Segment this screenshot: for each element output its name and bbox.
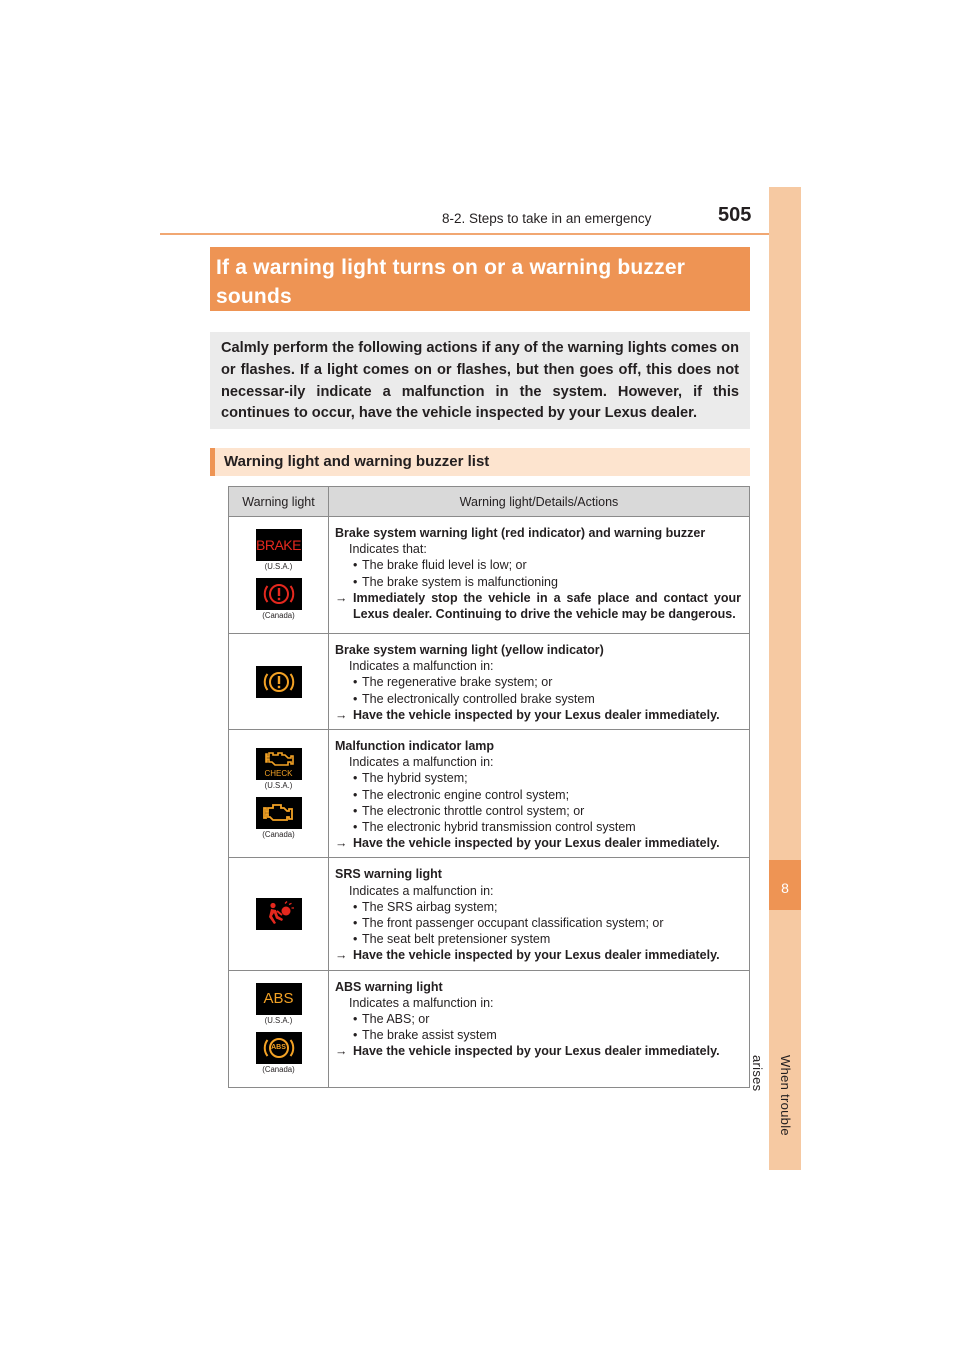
brake-icon [256, 529, 302, 561]
table-header-row [229, 487, 750, 517]
icon-group [229, 529, 328, 572]
icon-group [229, 1032, 328, 1075]
description-cell [329, 730, 750, 858]
icon-group [229, 748, 328, 791]
abs-circle-icon-text: ABS [271, 1044, 286, 1052]
action-text [335, 835, 741, 851]
warning-light-table [228, 486, 750, 1088]
page-title-line1: If a warning light turns on or a warning buzzer [216, 256, 686, 279]
list-item: • The brake assist system [335, 1027, 741, 1043]
list-item: • The electronic engine control system; [335, 787, 741, 803]
brake-exclamation-icon [256, 578, 302, 610]
column-header-details: Warning light/Details/Actions [329, 487, 750, 517]
description-cell [329, 634, 750, 730]
icon-caption: (U.S.A.) [264, 562, 293, 571]
check-engine-icon [256, 748, 302, 780]
icon-cell [229, 970, 329, 1087]
table-row [229, 730, 750, 858]
arrow-icon: → [335, 948, 348, 963]
description-cell [329, 858, 750, 970]
icon-group [229, 578, 328, 621]
subheading: Warning light and warning buzzer list [210, 448, 750, 476]
brake-exclamation-yellow-icon [256, 666, 302, 698]
list-item: • The electronic hybrid transmission control system [335, 819, 741, 835]
page-number: 505 [718, 204, 752, 226]
list-item: • The front passenger occupant classification system; or [335, 915, 741, 931]
arrow-icon: → [335, 707, 348, 722]
action-text [335, 1043, 741, 1059]
page-title [210, 247, 750, 311]
action-line: Have the vehicle inspected by your Lexus dealer immediately. [353, 1044, 720, 1059]
table-row [229, 970, 750, 1087]
list-item: • The SRS airbag system; [335, 899, 741, 915]
warning-intro: Indicates a malfunction in: [349, 995, 494, 1010]
chapter-title: When trouble arises [750, 1055, 793, 1136]
chapter-number: 8 [781, 880, 789, 896]
action-line: Have the vehicle inspected by your Lexus dealer immediately. [353, 707, 720, 722]
brake-icon-text: BRAKE [256, 537, 301, 553]
list-item: • The electronic throttle control system; or [335, 803, 741, 819]
warning-title: Brake system warning light (yellow indicator) [335, 643, 604, 657]
intro-text: Calmly perform the following actions if any of the warning lights comes on or flashes. If a light comes on or flashes, but then goes off, this does not necessar-ily indicate a malfunction in the system. However, if this continues to occur, have the vehicle inspected by your Lexus dealer. [210, 332, 750, 429]
list-item: • The ABS; or [335, 1011, 741, 1027]
action-line2: Lexus dealer. Continuing to drive the vehicle may be dangerous. [353, 607, 736, 622]
action-text [335, 590, 741, 606]
icon-group [229, 983, 328, 1026]
table-row [229, 634, 750, 730]
icon-cell [229, 517, 329, 634]
warning-intro: Indicates a malfunction in: [349, 755, 494, 770]
warning-intro: Indicates a malfunction in: [349, 883, 494, 898]
table-row [229, 858, 750, 970]
srs-airbag-icon [256, 898, 302, 930]
icon-caption: (Canada) [262, 829, 295, 839]
description-cell [329, 517, 750, 634]
chapter-number-box [769, 860, 801, 910]
list-item: • The hybrid system; [335, 770, 741, 786]
icon-cell [229, 634, 329, 730]
icon-caption: (U.S.A.) [264, 1015, 293, 1025]
icon-group [229, 797, 328, 840]
abs-circle-icon [256, 1032, 302, 1064]
icon-caption: (Canada) [262, 611, 295, 620]
description-cell [329, 970, 750, 1087]
arrow-icon: → [335, 836, 348, 851]
action-text [335, 707, 741, 723]
icon-cell [229, 858, 329, 970]
action-text [335, 947, 741, 963]
column-header-warning-light: Warning light [229, 487, 329, 517]
action-line: Have the vehicle inspected by your Lexus dealer immediately. [353, 836, 720, 851]
list-item: • The brake fluid level is low; or [335, 557, 741, 573]
list-item: • The electronically controlled brake system [335, 691, 741, 707]
list-item: • The regenerative brake system; or [335, 674, 741, 690]
icon-cell [229, 730, 329, 858]
list-item: • The brake system is malfunctioning [335, 574, 741, 590]
list-item: • The seat belt pretensioner system [335, 931, 741, 947]
icon-caption: (Canada) [262, 1064, 295, 1074]
header-rule [160, 233, 800, 235]
arrow-icon: → [335, 590, 348, 605]
warning-intro: Indicates a malfunction in: [349, 659, 494, 674]
table-row [229, 517, 750, 634]
icon-caption: (U.S.A.) [264, 780, 293, 790]
abs-icon-text: ABS [263, 990, 294, 1008]
warning-title: Malfunction indicator lamp [335, 739, 495, 754]
arrow-icon: → [335, 1044, 348, 1059]
engine-icon [256, 797, 302, 829]
chapter-tab [750, 187, 801, 1170]
action-line: Have the vehicle inspected by your Lexus dealer immediately. [353, 948, 720, 963]
section-title: 8-2. Steps to take in an emergency [442, 211, 652, 226]
warning-intro: Indicates that: [349, 542, 427, 557]
warning-title: ABS warning light [335, 979, 443, 994]
warning-title: Brake system warning light (red indicator) and warning buzzer [335, 526, 706, 540]
warning-title: SRS warning light [335, 867, 442, 882]
page-title-line2: sounds [216, 285, 292, 308]
action-line1: Immediately stop the vehicle in a safe place and contact your [353, 590, 741, 605]
check-engine-text: CHECK [264, 768, 293, 778]
abs-icon [256, 983, 302, 1015]
